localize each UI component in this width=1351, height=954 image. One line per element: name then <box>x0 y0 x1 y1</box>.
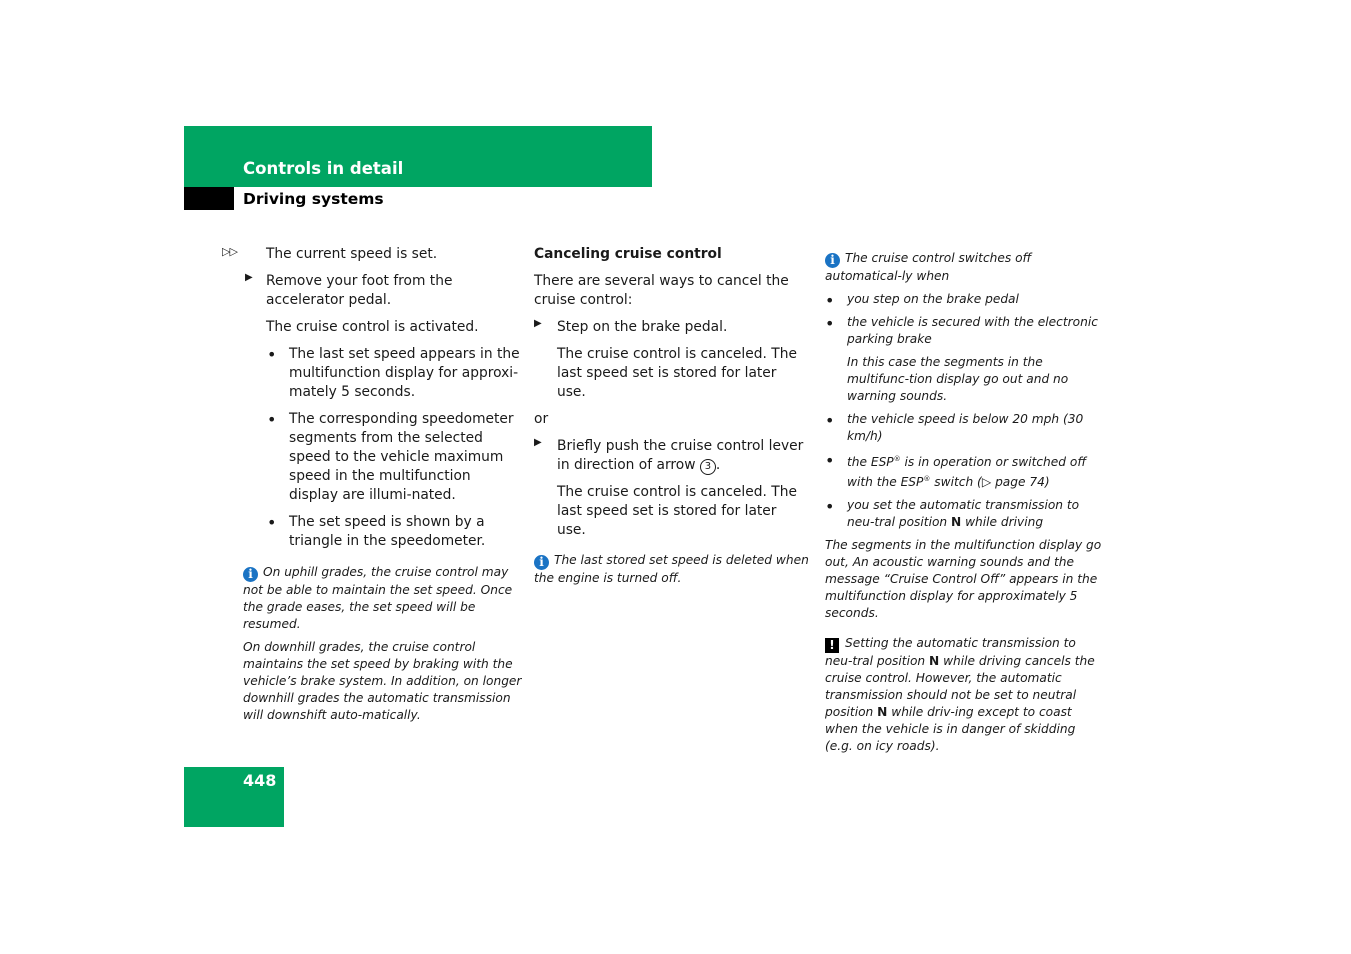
info-icon: i <box>243 567 258 582</box>
bullet-icon: • <box>825 314 835 333</box>
step-remove-foot: ▶ Remove your foot from the accelerator pedal. <box>245 272 453 308</box>
column-3 <box>825 250 1105 755</box>
cancel-intro: There are several ways to cancel the cruise control: <box>534 273 789 308</box>
continued-line <box>222 245 522 264</box>
column-2 <box>534 245 809 587</box>
list-item: • you step on the brake pedal <box>825 291 1019 310</box>
current-speed-set: The current speed is set. <box>266 246 438 262</box>
arrow-number-badge: 3 <box>700 459 716 475</box>
list-item: • The last set speed appears in the multifunction display for approxi-mately 5 seconds. <box>267 345 520 400</box>
list-item: • you set the automatic transmission to neu-tral position N while driving <box>825 497 1080 530</box>
step-push-lever: ▶ Briefly push the cruise control lever in direction of arrow 3 . <box>534 437 804 473</box>
column-1 <box>222 245 522 724</box>
activated-text: The cruise control is activated. <box>266 319 479 335</box>
step-arrow-icon: ▶ <box>534 437 542 448</box>
list-item: • The set speed is shown by a triangle in the speedometer. <box>267 513 486 549</box>
bullet-icon: • <box>825 497 835 517</box>
parking-brake-note: In this case the segments in the multifunc-tion display go out and no warning sounds. <box>847 355 1069 403</box>
or-text: or <box>534 411 549 427</box>
section-tab-marker <box>184 187 234 210</box>
bullet-icon: • <box>825 451 835 470</box>
warning-icon: ! <box>825 638 839 653</box>
list-item: • the ESP® is in operation or switched off with the ESP® switch (▷ page 74) <box>825 451 1087 490</box>
step-arrow-icon: ▶ <box>245 272 253 283</box>
bullet-icon: • <box>267 513 277 532</box>
list-item: • the vehicle is secured with the electronic parking brake In this case the segments in the multifunc-tion display go out and no warning sounds. <box>825 314 1105 405</box>
list-item: • The corresponding speedometer segments from the selected speed to the vehicle maximum speed in the multifunction display are illumi-nated. <box>267 410 514 503</box>
auto-off-summary: The segments in the multifunction display go out, An acoustic warning sounds and the message “Cruise Control Off” appears in the multifunction display for approximately 5 seconds. <box>825 538 1102 621</box>
info-icon: i <box>825 253 840 268</box>
bullet-icon: • <box>267 345 277 364</box>
cancel-result-1: The cruise control is canceled. The last speed set is stored for later use. <box>557 346 797 400</box>
info-note-downhill: On downhill grades, the cruise control maintains the set speed by braking with the vehicle’s brake system. In addition, on longer downhill grades the automatic transmission will downshift auto-matically. <box>243 640 522 722</box>
info-icon: i <box>534 555 549 570</box>
continuation-icon: ▷▷ <box>222 245 237 258</box>
step-brake: ▶ Step on the brake pedal. <box>534 318 728 335</box>
warning-note: ! Setting the automatic transmission to neu-tral position N while driving cancels the cruise control. However, the automatic transmission should not be set to neutral position N while driv-ing except to coast when the vehicle is in danger of skidding (e.g. on icy roads). <box>825 636 1095 754</box>
cancel-heading: Canceling cruise control <box>534 246 722 262</box>
bullet-icon: • <box>825 291 835 310</box>
list-item: • the vehicle speed is below 20 mph (30 km/h) <box>825 411 1084 443</box>
bullet-icon: • <box>825 411 835 430</box>
step-arrow-icon: ▶ <box>534 318 542 329</box>
page-number: 448 <box>243 771 277 790</box>
info-auto-off: i The cruise control switches off automatical-ly when <box>825 251 1032 283</box>
cancel-result-2: The cruise control is canceled. The last speed set is stored for later use. <box>557 484 797 538</box>
subsection-title: Driving systems <box>243 190 384 208</box>
info-note-deleted: i The last stored set speed is deleted when the engine is turned off. <box>534 553 809 585</box>
page-reference-link[interactable]: ▷ page 74 <box>981 475 1045 490</box>
section-title: Controls in detail <box>243 159 404 178</box>
info-note-uphill: i On uphill grades, the cruise control may not be able to maintain the set speed. Once the grade eases, the set speed will be resumed. On downhill grades, the cruise control maintains the set speed by braking with the vehicle’s brake system. In addition, on longer downhill grades the automatic transmission will downshift auto-matically. <box>243 565 522 722</box>
bullet-icon: • <box>267 410 277 429</box>
